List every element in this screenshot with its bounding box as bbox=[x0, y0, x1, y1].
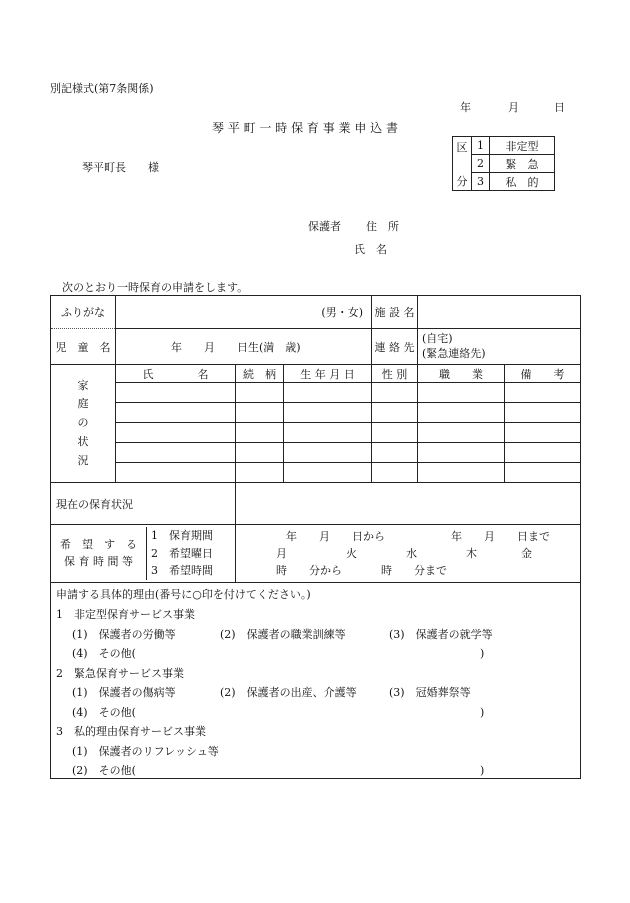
reasons-instruction: 申請する具体的理由(番号に○印を付けてください。) bbox=[56, 588, 311, 601]
close-paren: ) bbox=[480, 706, 485, 719]
reason-section-1-title: 1 非定型保育サービス事業 bbox=[56, 608, 195, 621]
category-number: 3 bbox=[472, 173, 490, 191]
guardian-name-label: 氏 名 bbox=[354, 243, 387, 256]
reason-2-4[interactable]: (4) その他( bbox=[72, 706, 136, 719]
reason-1-4[interactable]: (4) その他( bbox=[72, 647, 136, 660]
contact-emergency-label: (緊急連絡先) bbox=[422, 346, 486, 360]
child-sex-field[interactable]: (男・女) bbox=[116, 296, 372, 329]
reason-2-3[interactable]: (3) 冠婚葬祭等 bbox=[389, 686, 471, 699]
addressee-honorific: 様 bbox=[148, 161, 159, 174]
date-year-label: 年 bbox=[460, 101, 471, 114]
family-header-occupation: 職 業 bbox=[418, 365, 505, 383]
desired-hours-label: 3 希望時間 bbox=[151, 564, 213, 578]
category-label: 区 分 bbox=[453, 137, 472, 191]
reason-1-2[interactable]: (2) 保護者の職業訓練等 bbox=[220, 628, 346, 641]
facility-field[interactable] bbox=[418, 296, 581, 329]
desired-time-fields[interactable] bbox=[236, 525, 581, 583]
desired-period-label: 1 保育期間 bbox=[151, 529, 213, 543]
child-birthdate-field[interactable]: 年 月 日生(満 歳) bbox=[116, 329, 372, 365]
reason-section-2-title: 2 緊急保育サービス事業 bbox=[56, 667, 184, 680]
day-friday[interactable]: 金 bbox=[521, 547, 532, 560]
child-name-label: 児 童 名 bbox=[51, 329, 116, 365]
category-option-private: 私 的 bbox=[490, 173, 555, 191]
category-option-emergency: 緊 急 bbox=[490, 155, 555, 173]
contact-field[interactable] bbox=[418, 329, 581, 365]
category-option-irregular: 非定型 bbox=[490, 137, 555, 155]
page-title: 琴 平 町 一 時 保 育 事 業 申 込 書 bbox=[212, 121, 398, 135]
reasons-section bbox=[51, 583, 581, 779]
day-monday[interactable]: 月 bbox=[276, 547, 287, 560]
furigana-label: ふりがな bbox=[51, 296, 116, 329]
current-childcare-field[interactable] bbox=[236, 483, 581, 525]
category-box bbox=[452, 136, 555, 191]
time-to: 時 分まで bbox=[381, 564, 447, 577]
day-thursday[interactable]: 木 bbox=[466, 547, 477, 560]
reason-2-2[interactable]: (2) 保護者の出産、介護等 bbox=[220, 686, 357, 699]
guardian-label: 保護者 bbox=[308, 220, 341, 233]
close-paren: ) bbox=[480, 647, 485, 660]
table-row bbox=[51, 383, 581, 403]
addressee: 琴平町長 bbox=[82, 161, 126, 174]
current-childcare-label: 現在の保育状況 bbox=[51, 483, 236, 525]
day-wednesday[interactable]: 水 bbox=[406, 547, 417, 560]
family-header-remarks: 備 考 bbox=[505, 365, 581, 383]
contact-label: 連 絡 先 bbox=[372, 329, 418, 365]
reason-1-3[interactable]: (3) 保護者の就学等 bbox=[389, 628, 493, 641]
date-month-label: 月 bbox=[508, 101, 519, 114]
reason-1-1[interactable]: (1) 保護者の労働等 bbox=[72, 628, 176, 641]
intro-text: 次のとおり一時保育の申請をします。 bbox=[62, 281, 249, 294]
family-situation-label: 家 庭 の 状 況 bbox=[51, 365, 116, 483]
family-header-name: 氏 名 bbox=[116, 365, 236, 383]
guardian-address-label: 住 所 bbox=[366, 220, 399, 233]
time-from: 時 分から bbox=[276, 564, 342, 577]
reason-3-2[interactable]: (2) その他( bbox=[72, 764, 136, 777]
table-row bbox=[51, 423, 581, 443]
date-day-label: 日 bbox=[554, 101, 565, 114]
application-form-table bbox=[50, 295, 581, 779]
reason-2-1[interactable]: (1) 保護者の傷病等 bbox=[72, 686, 176, 699]
period-to: 年 月 日まで bbox=[451, 530, 550, 543]
desired-time-label: 希 望 す る 保 育 時 間 等 bbox=[51, 527, 147, 580]
reason-section-3-title: 3 私的理由保育サービス事業 bbox=[56, 725, 206, 738]
close-paren: ) bbox=[480, 764, 485, 777]
form-reference: 別記様式(第7条関係) bbox=[50, 82, 154, 95]
category-number: 2 bbox=[472, 155, 490, 173]
contact-home-label: (自宅) bbox=[422, 331, 453, 345]
table-row bbox=[51, 403, 581, 423]
facility-label: 施 設 名 bbox=[372, 296, 418, 329]
family-header-relation: 続 柄 bbox=[236, 365, 284, 383]
family-header-sex: 性 別 bbox=[372, 365, 418, 383]
family-header-birthdate: 生 年 月 日 bbox=[284, 365, 372, 383]
table-row bbox=[51, 443, 581, 463]
category-number: 1 bbox=[472, 137, 490, 155]
day-tuesday[interactable]: 火 bbox=[346, 547, 357, 560]
period-from: 年 月 日から bbox=[286, 530, 385, 543]
reason-3-1[interactable]: (1) 保護者のリフレッシュ等 bbox=[72, 745, 219, 758]
table-row bbox=[51, 463, 581, 483]
desired-days-label: 2 希望曜日 bbox=[151, 546, 213, 560]
